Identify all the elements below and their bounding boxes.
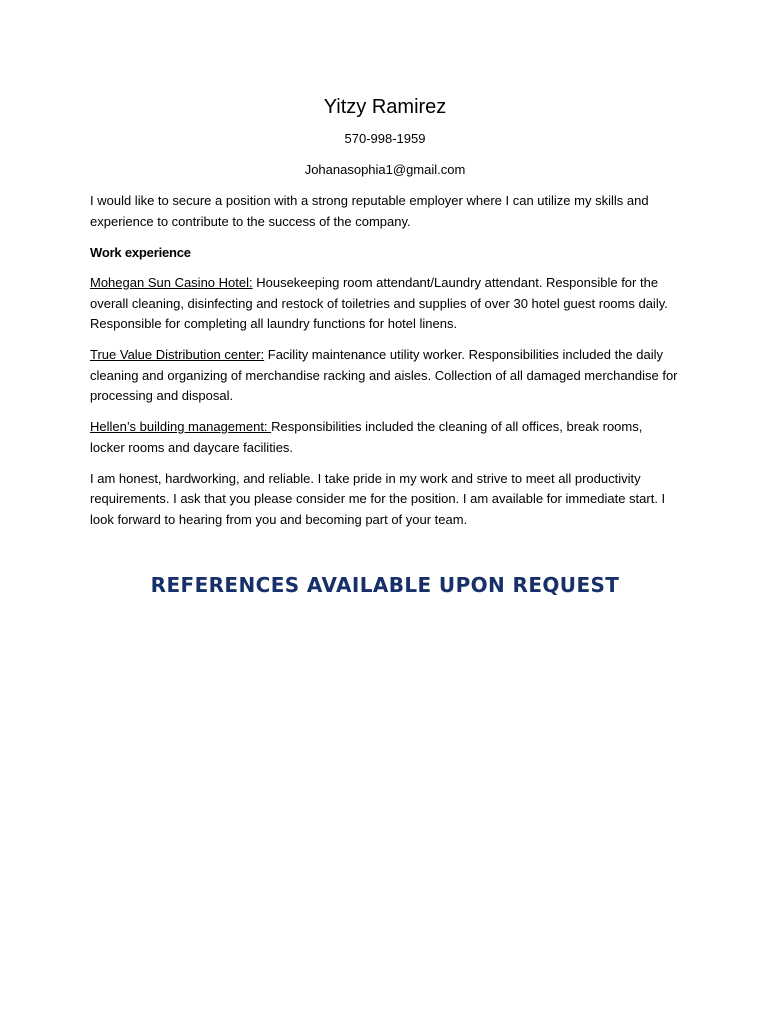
closing-paragraph: I am honest, hardworking, and reliable. I take pride in my work and strive to meet all productivity requirements. I ask that you please consider me for the position. I am available for immediate start. I look forward to hearing from you and becoming part of your team. xyxy=(90,470,666,527)
email-address: Johanasophia1@gmail.com xyxy=(304,162,466,177)
resume-page xyxy=(90,94,680,598)
job-employer: Mohegan Sun Casino Hotel: xyxy=(90,275,253,290)
job-employer: True Value Distribution center: xyxy=(90,347,265,362)
phone-number: 570-998-1959 xyxy=(344,131,426,146)
job-description: Housekeeping room attendant/Laundry attendant. Responsible for the overall cleaning, disinfecting and restock of toiletries and supplies of over 30 hotel guest rooms daily. Responsible for completing all laundry functions for hotel linens. xyxy=(90,275,668,331)
job-employer: Hellen’s building management: xyxy=(90,419,272,434)
job-description: Responsibilities included the cleaning of all offices, break rooms, locker rooms and daycare facilities. xyxy=(90,419,643,455)
job-entry xyxy=(90,417,680,458)
job-entry xyxy=(90,273,680,335)
job-description: Facility maintenance utility worker. Responsibilities included the daily cleaning and organizing of merchandise racking and aisles. Collection of all damaged merchandise for processing and disposal. xyxy=(90,347,678,403)
objective-paragraph: I would like to secure a position with a strong reputable employer where I can utilize my skills and experience to contribute to the success of the company. xyxy=(90,193,649,229)
work-experience-heading: Work experience xyxy=(90,244,191,260)
job-entry xyxy=(90,345,680,407)
references-line: REFERENCES AVAILABLE UPON REQUEST xyxy=(150,573,620,597)
applicant-name: Yitzy Ramirez xyxy=(323,96,447,118)
